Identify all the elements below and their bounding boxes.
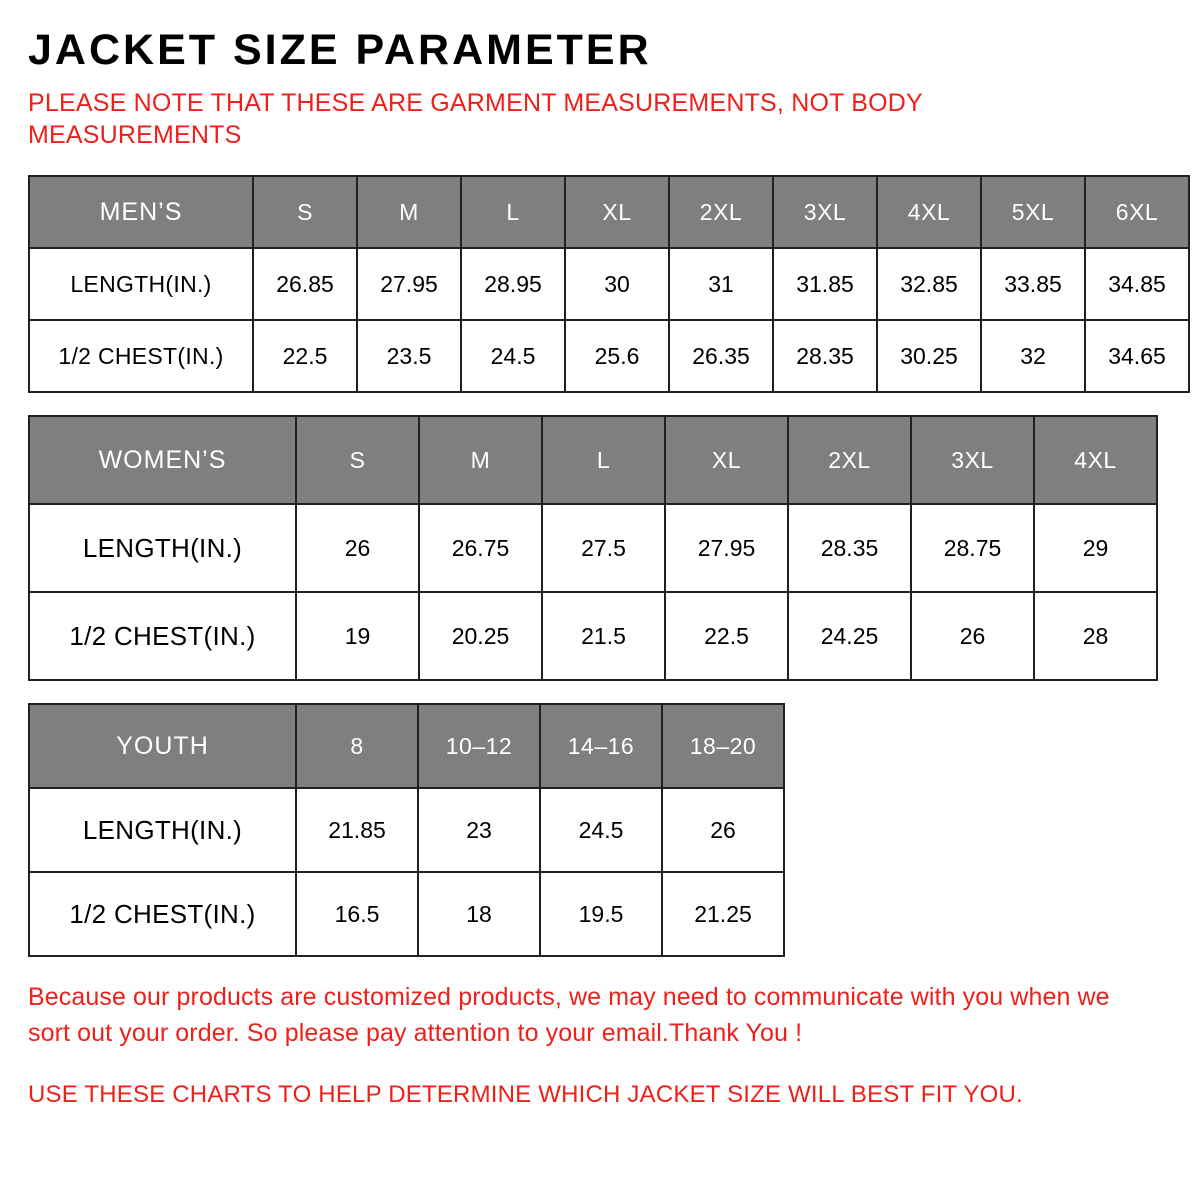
table-cell: 24.5 [540, 788, 662, 872]
column-header: L [461, 176, 565, 248]
table-cell: 20.25 [419, 592, 542, 680]
column-header: 18–20 [662, 704, 784, 788]
table-cell: 30 [565, 248, 669, 320]
column-header: 2XL [669, 176, 773, 248]
table-cell: 23.5 [357, 320, 461, 392]
table-cell: 24.25 [788, 592, 911, 680]
table-cell: 28.75 [911, 504, 1034, 592]
column-header: 3XL [911, 416, 1034, 504]
table-cell: 25.6 [565, 320, 669, 392]
table-cell: 24.5 [461, 320, 565, 392]
table-cell: 31.85 [773, 248, 877, 320]
row-label: LENGTH(IN.) [29, 504, 296, 592]
table-cell: 26 [911, 592, 1034, 680]
table-cell: 22.5 [253, 320, 357, 392]
table-corner-label: MEN’S [29, 176, 253, 248]
chart-usage-notice: USE THESE CHARTS TO HELP DETERMINE WHICH JACKET SIZE WILL BEST FIT YOU. [28, 1080, 1023, 1108]
column-header: 4XL [877, 176, 981, 248]
table-cell: 32.85 [877, 248, 981, 320]
table-cell: 16.5 [296, 872, 418, 956]
column-header: XL [565, 176, 669, 248]
womens-size-table [28, 415, 1158, 681]
table-cell: 19.5 [540, 872, 662, 956]
row-label: 1/2 CHEST(IN.) [29, 592, 296, 680]
table-cell: 28.95 [461, 248, 565, 320]
customization-notice: Because our products are customized products, we may need to communicate with you when we sort out your order. So please pay attention to your email.Thank You ! [28, 983, 1110, 1048]
column-header: 8 [296, 704, 418, 788]
mens-size-table [28, 175, 1190, 393]
table-cell: 26.85 [253, 248, 357, 320]
table-cell: 28.35 [773, 320, 877, 392]
table-cell: 27.95 [665, 504, 788, 592]
table-cell: 28 [1034, 592, 1157, 680]
table-row [29, 788, 784, 872]
table-cell: 19 [296, 592, 419, 680]
table-row [29, 504, 1157, 592]
table-cell: 33.85 [981, 248, 1085, 320]
column-header: 10–12 [418, 704, 540, 788]
column-header: M [419, 416, 542, 504]
row-label: LENGTH(IN.) [29, 248, 253, 320]
table-cell: 34.65 [1085, 320, 1189, 392]
table-cell: 34.85 [1085, 248, 1189, 320]
table-cell: 28.35 [788, 504, 911, 592]
table-cell: 30.25 [877, 320, 981, 392]
page-title: JACKET SIZE PARAMETER [28, 26, 652, 74]
table-cell: 31 [669, 248, 773, 320]
table-row [29, 872, 784, 956]
table-corner-label: YOUTH [29, 704, 296, 788]
table-cell: 21.25 [662, 872, 784, 956]
column-header: L [542, 416, 665, 504]
table-cell: 29 [1034, 504, 1157, 592]
table-cell: 27.5 [542, 504, 665, 592]
table-cell: 26 [296, 504, 419, 592]
table-header-row [29, 176, 1189, 248]
column-header: M [357, 176, 461, 248]
table-cell: 23 [418, 788, 540, 872]
row-label: 1/2 CHEST(IN.) [29, 320, 253, 392]
column-header: 14–16 [540, 704, 662, 788]
column-header: 5XL [981, 176, 1085, 248]
measurement-note: PLEASE NOTE THAT THESE ARE GARMENT MEASUREMENTS, NOT BODY MEASUREMENTS [28, 89, 923, 150]
table-cell: 26.35 [669, 320, 773, 392]
column-header: S [296, 416, 419, 504]
table-row [29, 248, 1189, 320]
table-row [29, 320, 1189, 392]
table-row [29, 592, 1157, 680]
column-header: 3XL [773, 176, 877, 248]
table-cell: 22.5 [665, 592, 788, 680]
row-label: LENGTH(IN.) [29, 788, 296, 872]
table-cell: 26 [662, 788, 784, 872]
column-header: 4XL [1034, 416, 1157, 504]
table-header-row [29, 416, 1157, 504]
column-header: S [253, 176, 357, 248]
table-cell: 18 [418, 872, 540, 956]
column-header: 6XL [1085, 176, 1189, 248]
table-cell: 21.5 [542, 592, 665, 680]
table-cell: 27.95 [357, 248, 461, 320]
table-cell: 21.85 [296, 788, 418, 872]
youth-size-table [28, 703, 785, 957]
table-cell: 32 [981, 320, 1085, 392]
column-header: XL [665, 416, 788, 504]
column-header: 2XL [788, 416, 911, 504]
table-cell: 26.75 [419, 504, 542, 592]
table-corner-label: WOMEN’S [29, 416, 296, 504]
table-header-row [29, 704, 784, 788]
row-label: 1/2 CHEST(IN.) [29, 872, 296, 956]
